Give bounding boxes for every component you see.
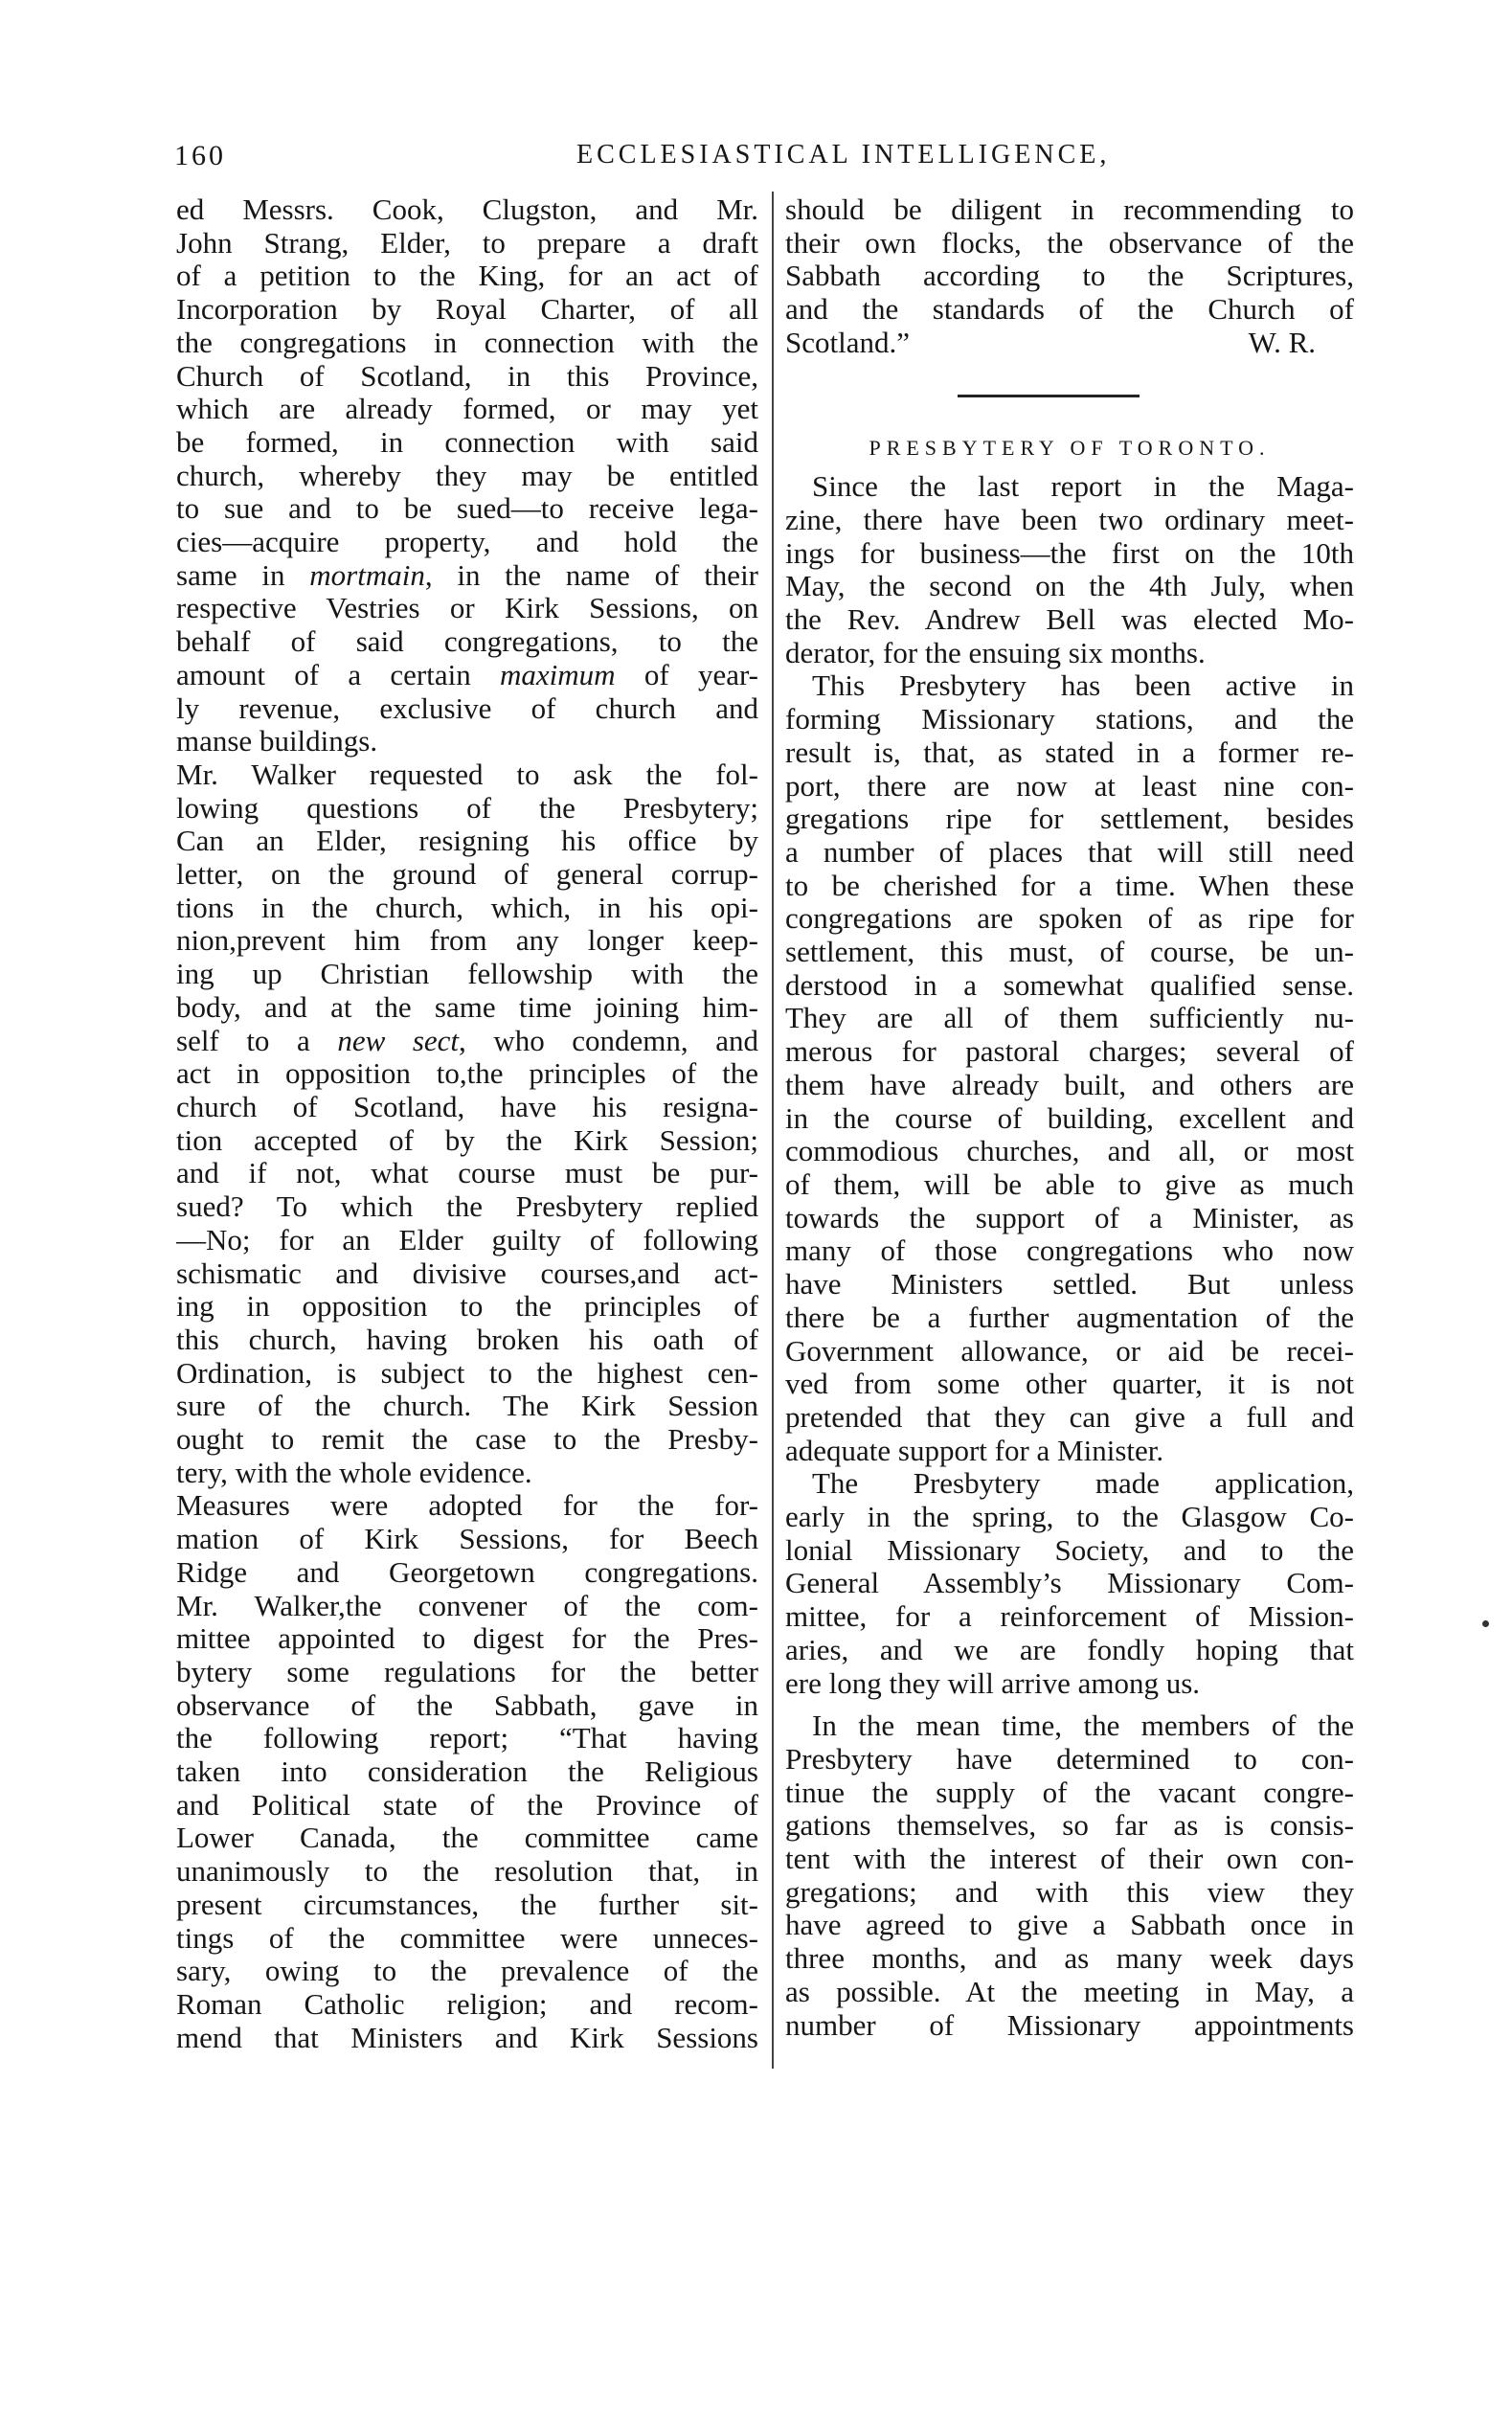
text-line: result is, that, as stated in a former re- <box>785 736 1354 769</box>
text-line: In the mean time, the members of the <box>812 1709 1354 1743</box>
signature-line <box>785 327 1354 360</box>
text-line: Church of Scotland, in this Province, <box>176 359 758 393</box>
text-line: which are already formed, or may yet <box>176 393 758 426</box>
text-line: The Presbytery made application, <box>812 1467 1354 1501</box>
text-line: church, whereby they may be entitled <box>176 459 758 492</box>
text-line: pretended that they can give a full and <box>785 1400 1354 1434</box>
text-line: tion accepted of by the Kirk Session; <box>176 1123 758 1157</box>
text-line: nion,prevent him from any longer keep- <box>176 924 758 958</box>
text-line: sary, owing to the prevalence of the <box>176 1955 758 1988</box>
left-column <box>176 193 758 2054</box>
text-line: derstood in a somewhat qualified sense. <box>785 968 1354 1002</box>
text-line: May, the second on the 4th July, when <box>785 570 1354 603</box>
signature-initials: W. R. <box>1248 325 1316 359</box>
text-line: Lower Canada, the committee came <box>176 1822 758 1855</box>
text-line: respective Vestries or Kirk Sessions, on <box>176 592 758 625</box>
text-line: observance of the Sabbath, gave in <box>176 1688 758 1722</box>
text-line: and the standards of the Church of <box>785 293 1354 327</box>
text-line: mittee, for a reinforcement of Mission- <box>785 1600 1354 1634</box>
text-line: there be a further augmentation of the <box>785 1301 1354 1334</box>
text-line: General Assembly’s Missionary Com- <box>785 1567 1354 1600</box>
text-line: mend that Ministers and Kirk Sessions <box>176 2021 758 2054</box>
text-line: Since the last report in the Maga- <box>812 470 1354 504</box>
text-line: behalf of said congregations, to the <box>176 625 758 659</box>
text-line: sure of the church. The Kirk Session <box>176 1390 758 1423</box>
text-line: of a petition to the King, for an act of <box>176 260 758 293</box>
text-line: sued? To which the Presbytery replied <box>176 1190 758 1224</box>
text-line: the following report; “That having <box>176 1722 758 1755</box>
italic-word: new sect <box>337 1024 460 1057</box>
text-line: church of Scotland, have his resigna- <box>176 1090 758 1123</box>
text-line: gregations; and with this view they <box>785 1875 1354 1909</box>
text-line: aries, and we are fondly hoping that <box>785 1633 1354 1666</box>
text-line: cies—acquire property, and hold the <box>176 526 758 559</box>
text-line: schismatic and divisive courses,and act- <box>176 1256 758 1290</box>
section-rule <box>958 395 1140 397</box>
text-line: Measures were adopted for the for- <box>176 1489 758 1523</box>
text-line: adequate support for a Minister. <box>785 1434 1164 1467</box>
text-line: and Political state of the Province of <box>176 1788 758 1822</box>
text-line: a number of places that will still need <box>785 835 1354 869</box>
text-line: of them, will be able to give as much <box>785 1167 1354 1201</box>
text-line: merous for pastoral charges; several of <box>785 1035 1354 1069</box>
text-line: them have already built, and others are <box>785 1068 1354 1101</box>
text-line: number of Missionary appointments <box>785 2008 1354 2042</box>
text-line: ing in opposition to the principles of <box>176 1290 758 1324</box>
page-number: 160 <box>174 140 226 171</box>
text-line: many of those congregations who now <box>785 1234 1354 1268</box>
running-head <box>174 140 1352 178</box>
text-line: manse buildings. <box>176 725 378 758</box>
text-line: ing up Christian fellowship with the <box>176 958 758 991</box>
text-line: present circumstances, the further sit- <box>176 1888 758 1921</box>
text-line: ved from some other quarter, it is not <box>785 1368 1354 1401</box>
italic-word: mortmain <box>309 558 425 592</box>
closing-text: Scotland.” <box>785 325 910 359</box>
text-line: self to a new sect, who condemn, and <box>176 1024 758 1057</box>
paragraph-gap <box>785 1700 1354 1709</box>
text-line: Government allowance, or aid be recei- <box>785 1334 1354 1368</box>
text-line: Sabbath according to the Scriptures, <box>785 260 1354 293</box>
text-line: tings of the committee were unneces- <box>176 1921 758 1955</box>
text-line: unanimously to the resolution that, in <box>176 1855 758 1889</box>
section-heading: PRESBYTERY OF TORONTO. <box>869 435 1271 460</box>
text-line: tinue the supply of the vacant congre- <box>785 1776 1354 1809</box>
text-line: port, there are now at least nine con- <box>785 769 1354 803</box>
text-line: have Ministers settled. But unless <box>785 1268 1354 1302</box>
text-line: ought to remit the case to the Presby- <box>176 1423 758 1457</box>
text-line: tery, with the whole evidence. <box>176 1456 532 1489</box>
text-line: derator, for the ensuing six months. <box>785 636 1206 669</box>
text-line: bytery some regulations for the better <box>176 1655 758 1688</box>
text-line: Ordination, is subject to the highest cen- <box>176 1356 758 1390</box>
text-line: They are all of them sufficiently nu- <box>785 1002 1354 1035</box>
right-column <box>785 193 1354 2042</box>
text-line: ed Messrs. Cook, Clugston, and Mr. <box>176 193 758 226</box>
text-line: mittee appointed to digest for the Pres- <box>176 1622 758 1656</box>
text-line: have agreed to give a Sabbath once in <box>785 1909 1354 1942</box>
text-line: gregations ripe for settlement, besides <box>785 803 1354 836</box>
text-line: This Presbytery has been active in <box>812 669 1354 703</box>
text-line: and if not, what course must be pur- <box>176 1157 758 1190</box>
text-line: congregations are spoken of as ripe for <box>785 902 1354 936</box>
text-line: amount of a certain maximum of year- <box>176 658 758 691</box>
text-line: to sue and to be sued—to receive lega- <box>176 492 758 526</box>
text-line: Ridge and Georgetown congregations. <box>176 1555 758 1589</box>
text-line: this church, having broken his oath of <box>176 1323 758 1356</box>
text-line: —No; for an Elder guilty of following <box>176 1223 758 1256</box>
text-line: forming Missionary stations, and the <box>785 703 1354 736</box>
text-line: gations themselves, so far as is consis- <box>785 1809 1354 1843</box>
text-line: tent with the interest of their own con- <box>785 1843 1354 1876</box>
column-divider <box>772 192 774 2069</box>
ink-speck <box>1482 1620 1489 1627</box>
text-line: be formed, in connection with said <box>176 425 758 459</box>
text-line: mation of Kirk Sessions, for Beech <box>176 1523 758 1556</box>
text-line: ly revenue, exclusive of church and <box>176 691 758 725</box>
text-line: taken into consideration the Religious <box>176 1755 758 1789</box>
text-line: to be cherished for a time. When these <box>785 869 1354 902</box>
text-line: the Rev. Andrew Bell was elected Mo- <box>785 603 1354 637</box>
text-line: letter, on the ground of general corrup- <box>176 858 758 892</box>
text-line: Presbytery have determined to con- <box>785 1742 1354 1776</box>
text-line: Mr. Walker,the convener of the com- <box>176 1589 758 1622</box>
running-title: ECCLESIASTICAL INTELLIGENCE, <box>576 140 1111 170</box>
text-line: Roman Catholic religion; and recom- <box>176 1987 758 2021</box>
text-line: should be diligent in recommending to <box>785 193 1354 226</box>
text-line: body, and at the same time joining him- <box>176 990 758 1024</box>
text-line: ere long they will arrive among us. <box>785 1666 1201 1700</box>
text-line: lonial Missionary Society, and to the <box>785 1533 1354 1567</box>
text-line: commodious churches, and all, or most <box>785 1135 1354 1168</box>
text-line: their own flocks, the observance of the <box>785 226 1354 260</box>
text-line: three months, and as many week days <box>785 1942 1354 1976</box>
text-line: in the course of building, excellent and <box>785 1101 1354 1135</box>
text-line: as possible. At the meeting in May, a <box>785 1975 1354 2008</box>
text-line: tions in the church, which, in his opi- <box>176 891 758 924</box>
text-line: zine, there have been two ordinary meet- <box>785 503 1354 536</box>
text-line: Mr. Walker requested to ask the fol- <box>176 758 758 791</box>
text-line: towards the support of a Minister, as <box>785 1201 1354 1234</box>
text-line: Can an Elder, resigning his office by <box>176 825 758 858</box>
text-line: John Strang, Elder, to prepare a draft <box>176 226 758 260</box>
text-line: act in opposition to,the principles of the <box>176 1057 758 1091</box>
text-line: lowing questions of the Presbytery; <box>176 791 758 825</box>
text-line: early in the spring, to the Glasgow Co- <box>785 1501 1354 1534</box>
text-line: the congregations in connection with the <box>176 326 758 359</box>
text-line: ings for business—the first on the 10th <box>785 536 1354 570</box>
text-line: Incorporation by Royal Charter, of all <box>176 293 758 327</box>
italic-word: maximum <box>500 658 616 691</box>
text-line: settlement, this must, of course, be un- <box>785 936 1354 969</box>
text-line: same in mortmain, in the name of their <box>176 558 758 592</box>
